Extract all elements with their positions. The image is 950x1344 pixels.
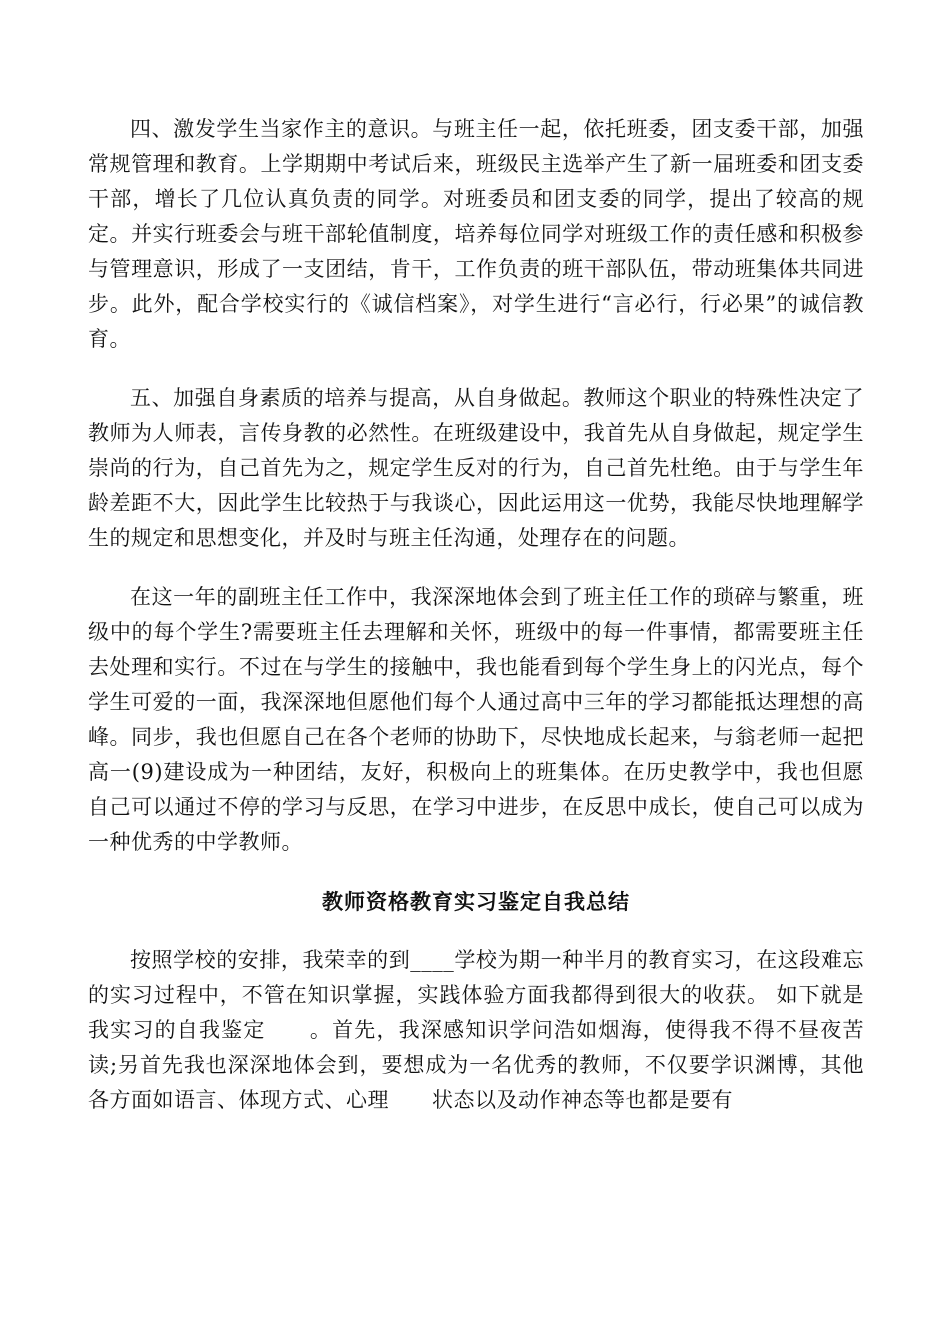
paragraph-internship-intro: 按照学校的安排，我荣幸的到____学校为期一种半月的教育实习，在这段难忘的实习过程中，不管在知识掌握，实践体验方面我都得到很大的收获。 如下就是我实习的自我鉴定 。首先，我深感知识学问浩如烟海，使得我不得不昼夜苦读;另首先我也深深地体会到，要想成为一名优秀的教师，不仅要学识渊博，其他各方面如语言、体现方式、心理 状态以及动作神态等也都是要有: [88, 948, 864, 1112]
section-heading: 教师资格教育实习鉴定自我总结: [322, 889, 630, 914]
paragraph-class-committee: 四、激发学生当家作主的意识。与班主任一起，依托班委，团支委干部，加强常规管理和教育。上学期期中考试后来，班级民主选举产生了新一届班委和团支委干部，增长了几位认真负责的同学。对班委员和团支委的同学，提出了较高的规定。并实行班委会与班干部轮值制度，培养每位同学对班级工作的责任感和积极参与管理意识，形成了一支团结，肯干，工作负责的班干部队伍，带动班集体共同进步。此外，配合学校实行的《诚信档案》，对学生进行“言必行，行必果”的诚信教育。: [88, 117, 864, 351]
paragraph-self-improvement: 五、加强自身素质的培养与提高，从自身做起。教师这个职业的特殊性决定了教师为人师表，言传身教的必然性。在班级建设中，我首先从自身做起，规定学生崇尚的行为，自己首先为之，规定学生反对的行为，自己首先杜绝。由于与学生年龄差距不大，因此学生比较热于与我谈心，因此运用这一优势，我能尽快地理解学生的规定和思想变化，并及时与班主任沟通，处理存在的问题。: [88, 386, 864, 550]
document-page: [88, 112, 864, 1142]
paragraph-year-summary: 在这一年的副班主任工作中，我深深地体会到了班主任工作的琐碎与繁重，班级中的每个学生?需要班主任去理解和关怀，班级中的每一件事情，都需要班主任去处理和实行。不过在与学生的接触中，我也能看到每个学生身上的闪光点，每个学生可爱的一面，我深深地但愿他们每个人通过高中三年的学习都能抵达理想的高峰。同步，我也但愿自己在各个老师的协助下，尽快地成长起来，与翁老师一起把高一(9)建设成为一种团结，友好，积极向上的班集体。在历史教学中，我也但愿自己可以通过不停的学习与反思，在学习中进步，在反思中成长，使自己可以成为一种优秀的中学教师。: [88, 585, 864, 854]
